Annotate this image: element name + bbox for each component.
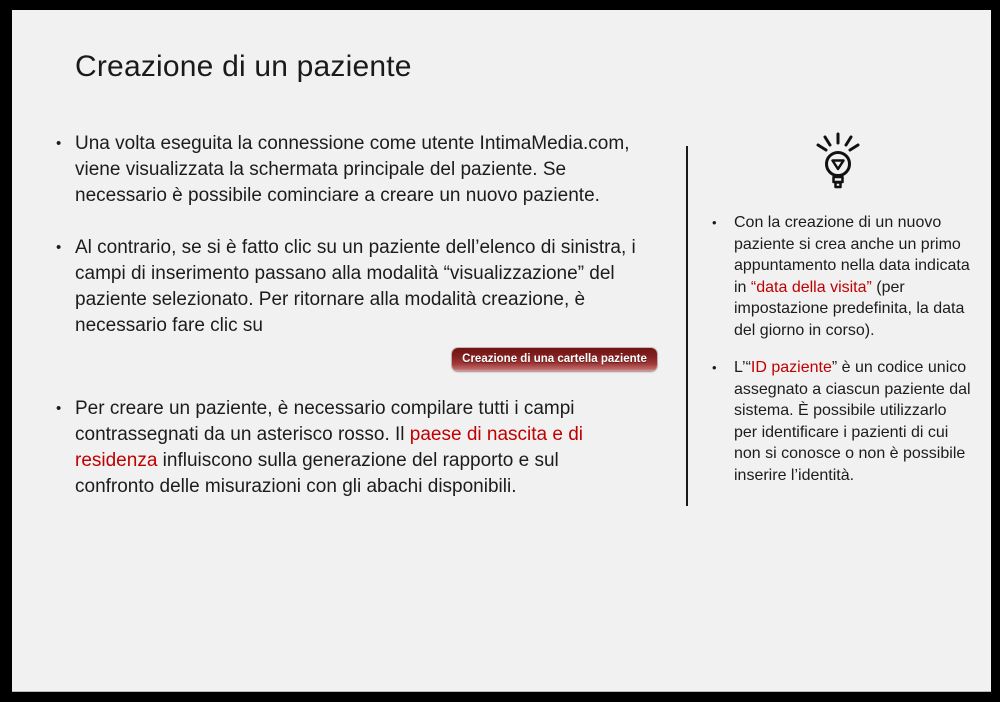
tip-text-segment: ” è un codice unico assegnato a ciascun paziente dal sistema. È possibile utilizzarlo per identificare i pazienti di cui non si conosce o non è possibile inserire l’identità. bbox=[734, 359, 971, 484]
bullet-text-segment: Per creare un paziente, è necessario compilare tutti i campi contrassegnati da un asterisco rosso. Il bbox=[75, 398, 575, 445]
page-title: Creazione di un paziente bbox=[75, 50, 412, 83]
bullet-marker: • bbox=[56, 135, 62, 152]
main-bullet-list bbox=[50, 131, 647, 500]
tip-text-segment: Con la creazione di un nuovo paziente si crea anche un primo appuntamento nella data indicata in bbox=[734, 214, 970, 296]
bullet-item-required-fields bbox=[50, 396, 642, 500]
bullet-marker: • bbox=[712, 360, 717, 375]
tip-text-segment-red: ID paziente bbox=[750, 359, 832, 376]
tip-icon-wrap bbox=[702, 132, 974, 199]
bullet-item-view-mode bbox=[50, 235, 642, 339]
bullet-text: Al contrario, se si è fatto clic su un paziente dell’elenco di sinistra, i campi di inserimento passano alla modalità “visualizzazione” del paziente selezionato. Per ritornare alla modalità creazione, è necessario fare clic su bbox=[75, 237, 636, 336]
tip-item-patient-id bbox=[702, 357, 974, 486]
lightbulb-icon bbox=[811, 132, 865, 194]
bullet-marker: • bbox=[712, 215, 717, 230]
tip-text-segment: L’“ bbox=[734, 359, 751, 376]
tips-column bbox=[702, 132, 974, 486]
bullet-marker: • bbox=[56, 400, 62, 417]
bullet-text-segment: influiscono sulla generazione del rapporto e sul confronto delle misurazioni con gli abachi disponibili. bbox=[75, 450, 559, 497]
bullet-item-connection bbox=[50, 131, 642, 209]
tip-item-visit-date bbox=[702, 212, 974, 341]
vertical-divider bbox=[686, 146, 688, 506]
create-patient-record-button[interactable]: Creazione di una cartella paziente bbox=[452, 348, 657, 371]
tip-text-segment-red: “data della visita” bbox=[750, 278, 872, 296]
slide bbox=[12, 10, 991, 692]
tip-text-segment: (per impostazione predefinita, la data del giorno in corso). bbox=[734, 278, 965, 339]
bullet-text: Una volta eseguita la connessione come utente IntimaMedia.com, viene visualizzata la schermata principale del paziente. Se necessario è possibile cominciare a creare un nuovo paziente. bbox=[75, 133, 630, 206]
bullet-marker: • bbox=[56, 239, 62, 256]
bullet-text-segment-red: paese di nascita e di residenza bbox=[75, 424, 584, 471]
button-row bbox=[452, 348, 647, 371]
